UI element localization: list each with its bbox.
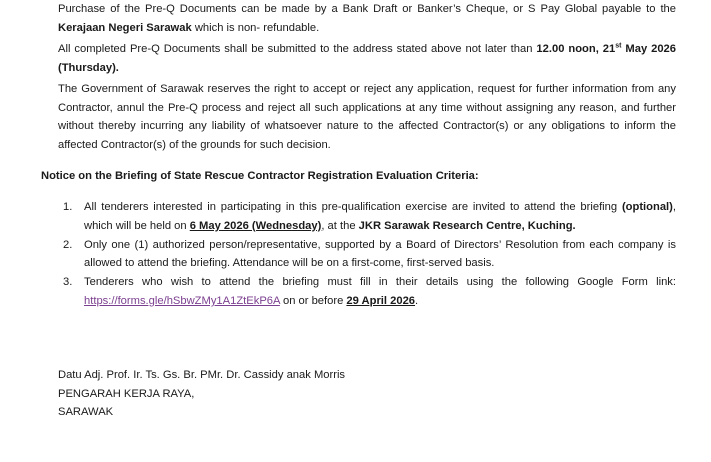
rights-paragraph: The Government of Sarawak reserves the right to accept or reject any application, request for further information from any Contractor, annul the Pre-Q process and reject all such applications at any time without assigning any reason, and further without thereby incurring any liability of whatsoever nature to the affected Contractor(s) or any obligations to inform the affected Contractor(s) of the grounds for such decision. [58, 83, 676, 151]
briefing-venue: JKR Sarawak Research Centre, Kuching. [358, 219, 576, 232]
signature-block [58, 366, 345, 422]
payment-text-end: which is non- refundable. [191, 21, 320, 34]
payment-text: Purchase of the Pre-Q Documents can be made by a Bank Draft or Banker’s Cheque, or S Pay Global payable to the [58, 3, 676, 15]
list-item: 3. Tenderers who wish to attend the briefing must fill in their details using the following Google Form link: https://forms.gle/hSbwZMy1A1ZtEkP6A on or before 29 April 2026. [58, 273, 676, 310]
signatory-name: Datu Adj. Prof. Ir. Ts. Gs. Br. PMr. Dr. Cassidy anak Morris [58, 369, 346, 381]
list-item: 2. Only one (1) authorized person/representative, supported by a Board of Directors’ Resolution from each company is allowed to attend the briefing. Attendance will be on a first-come, first-served basis. [58, 236, 676, 273]
item-number: 1. [63, 201, 73, 213]
briefing-date: 6 May 2026 (Wednesday) [189, 219, 322, 232]
list-item: 1. All tenderers interested in participating in this pre-qualification exercise are invited to attend the briefing (optional), which will be held on 6 May 2026 (Wednesday), at the JKR Sarawak Research Centre, Kuching. [58, 198, 676, 235]
item-number: 3. [63, 276, 73, 289]
google-form-link[interactable]: https://forms.gle/hSbwZMy1A1ZtEkP6A [84, 294, 280, 307]
payment-paragraph [58, 0, 676, 37]
briefing-heading: Notice on the Briefing of State Rescue Contractor Registration Evaluation Criteria: [41, 170, 479, 182]
submission-text: All completed Pre-Q Documents shall be submitted to the address stated above not later than [58, 43, 537, 55]
submission-paragraph [58, 40, 676, 77]
payee-name: Kerajaan Negeri Sarawak [58, 21, 192, 34]
signatory-title: PENGARAH KERJA RAYA, [58, 387, 195, 400]
registration-deadline: 29 April 2026 [346, 294, 416, 307]
submission-deadline: 12.00 noon, 21st May 2026 (Thursday). [58, 42, 677, 74]
briefing-list [58, 198, 676, 311]
item-number: 2. [63, 238, 73, 251]
signatory-state: SARAWAK [58, 406, 114, 419]
